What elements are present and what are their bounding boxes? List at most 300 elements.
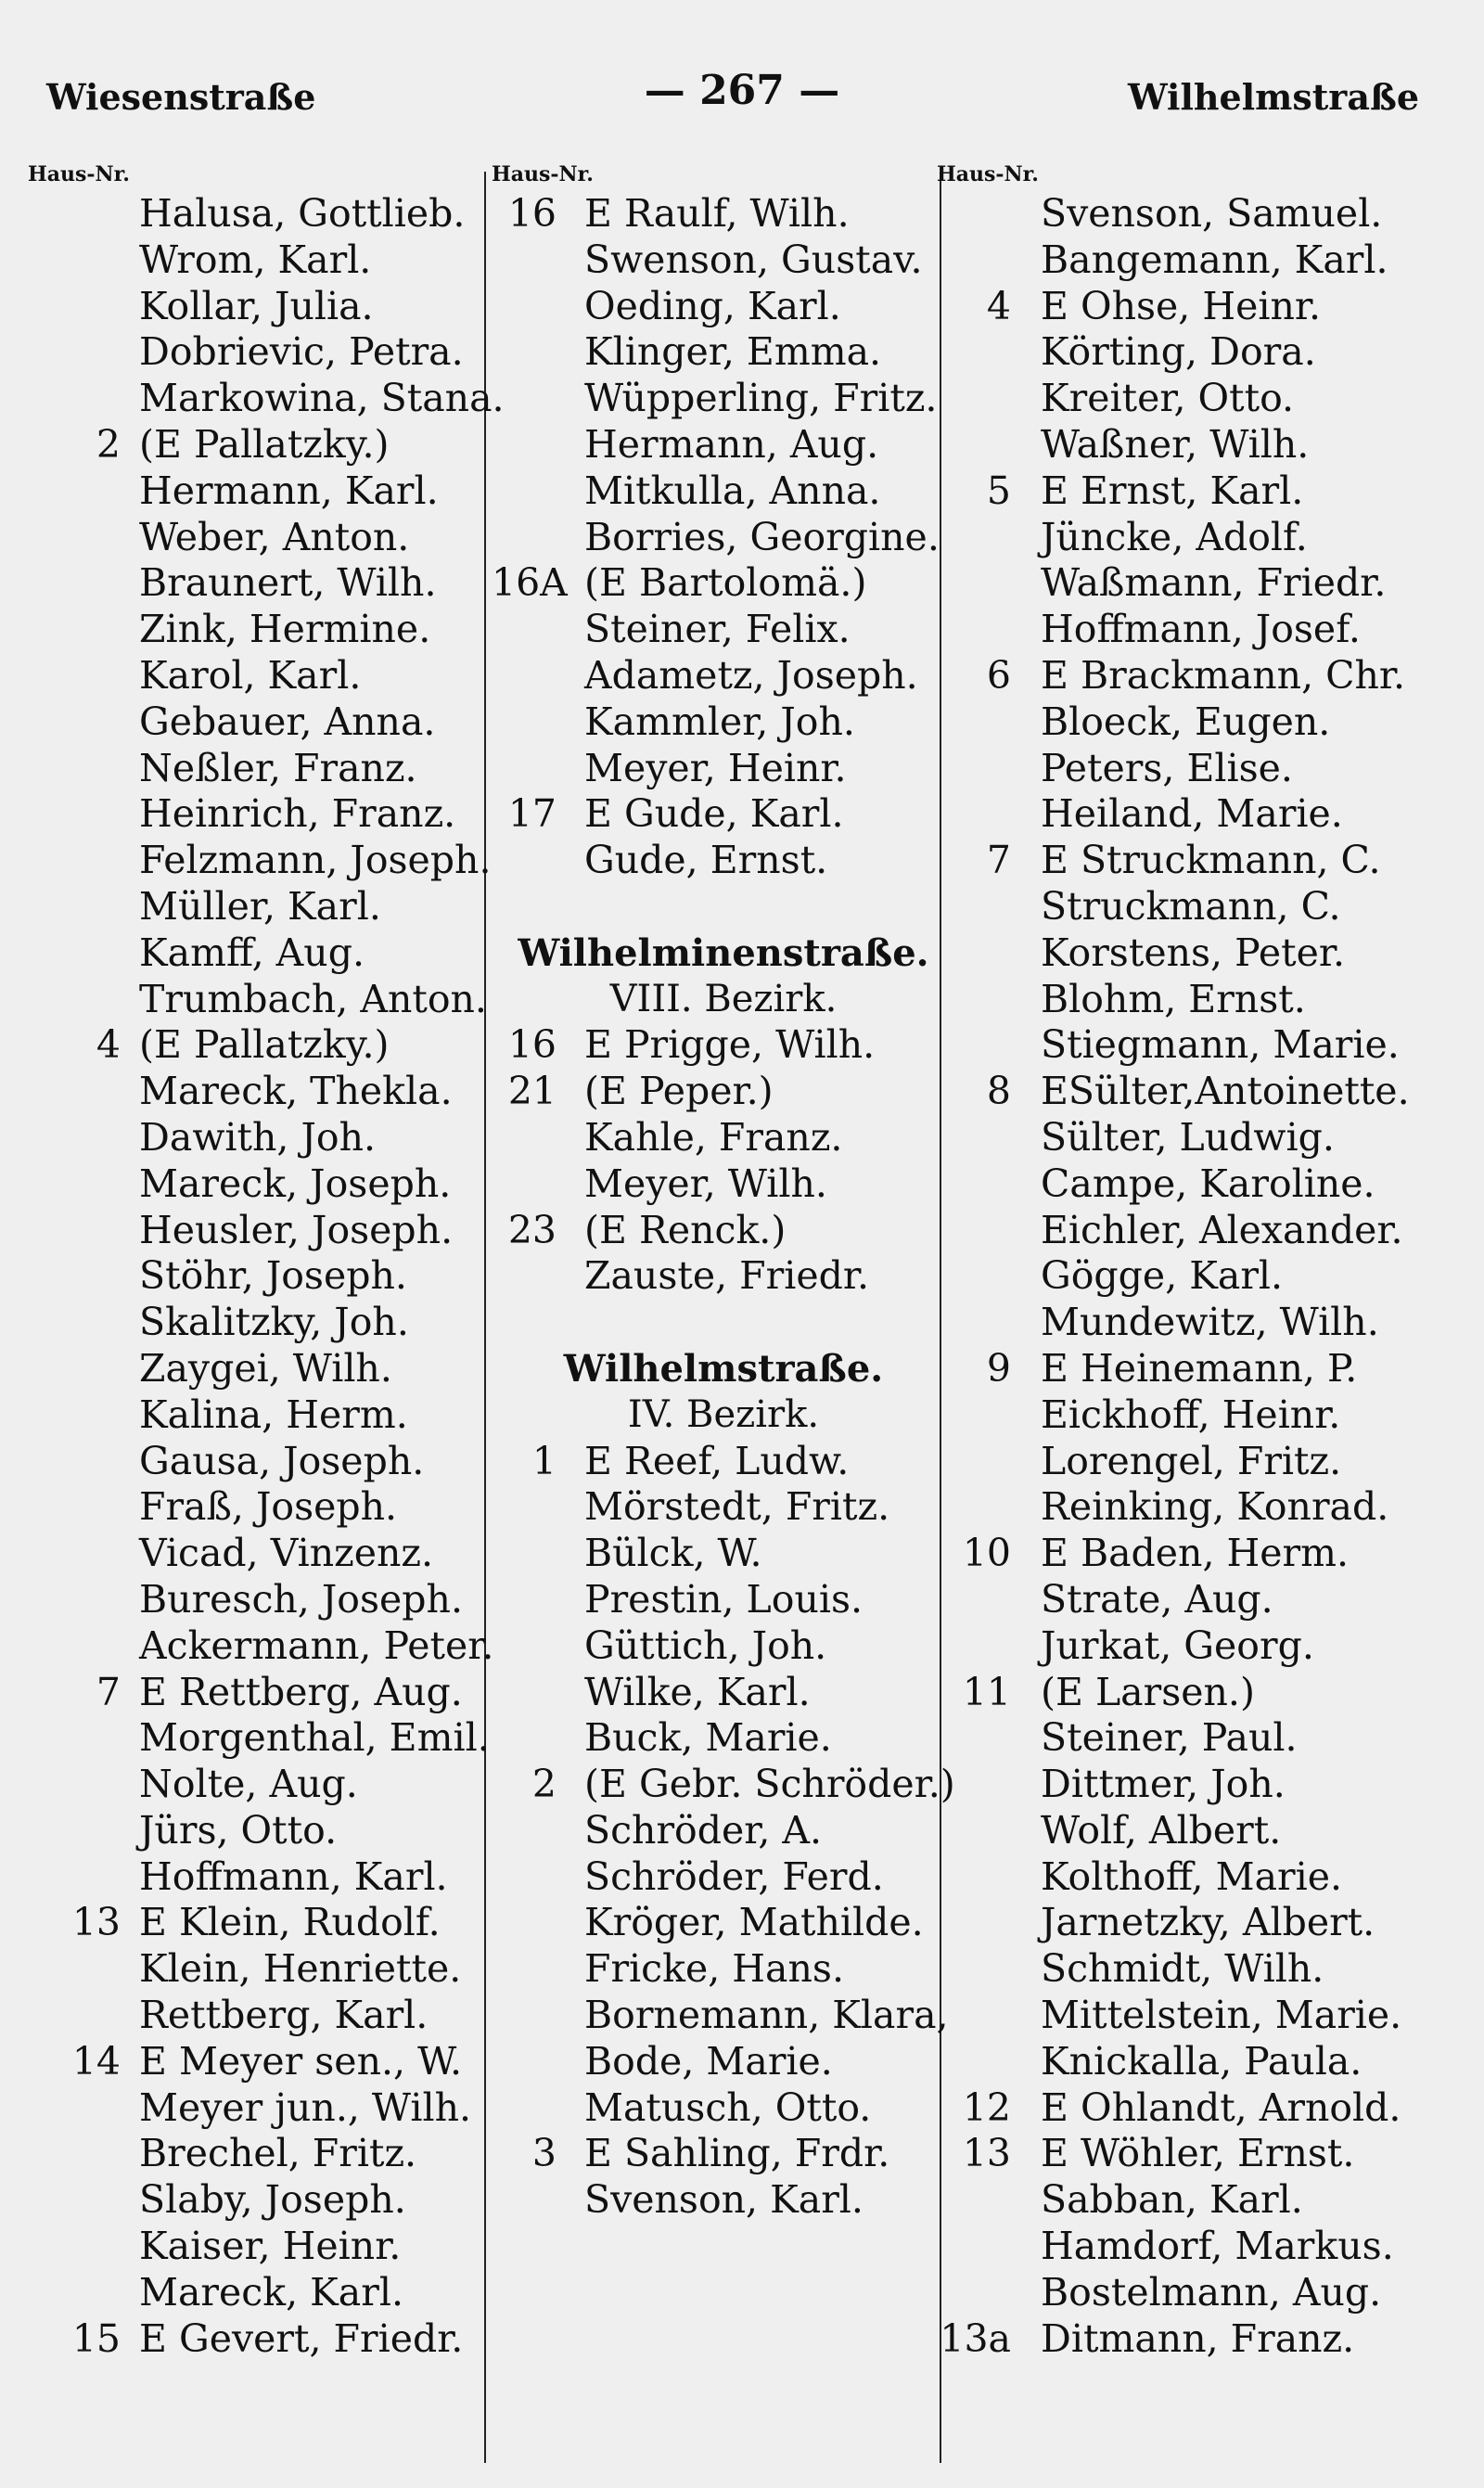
resident-name: E Sahling, Frdr. bbox=[584, 2131, 890, 2176]
directory-entry bbox=[937, 607, 1456, 653]
directory-entry bbox=[937, 1900, 1456, 1946]
resident-name: Kahle, Franz. bbox=[584, 1114, 843, 1160]
resident-name: Jüncke, Adolf. bbox=[1041, 514, 1308, 559]
resident-name: E Klein, Rudolf. bbox=[139, 1900, 441, 1945]
directory-entry bbox=[492, 191, 955, 237]
directory-entry bbox=[937, 746, 1456, 792]
resident-name: Bangemann, Karl. bbox=[1041, 237, 1388, 282]
directory-entry bbox=[937, 1577, 1456, 1623]
directory-entry bbox=[28, 1808, 505, 1854]
directory-entry bbox=[937, 1069, 1456, 1115]
resident-name: Kammler, Joh. bbox=[584, 699, 855, 744]
house-number: 9 bbox=[986, 1345, 1011, 1391]
resident-name: Hermann, Aug. bbox=[584, 421, 879, 467]
directory-entry bbox=[28, 884, 505, 930]
resident-name: Strate, Aug. bbox=[1041, 1576, 1273, 1622]
house-number: 11 bbox=[962, 1669, 1011, 1714]
house-number: 8 bbox=[986, 1069, 1011, 1114]
resident-name: Brechel, Fritz. bbox=[139, 2131, 417, 2176]
directory-entry bbox=[492, 1715, 955, 1762]
directory-entry bbox=[492, 1161, 955, 1208]
directory-entry bbox=[492, 1854, 955, 1901]
resident-name: Waßmann, Friedr. bbox=[1041, 560, 1387, 606]
directory-entry bbox=[937, 791, 1456, 838]
house-number: 17 bbox=[507, 791, 556, 837]
house-number: 21 bbox=[507, 1069, 556, 1114]
directory-entry bbox=[937, 237, 1456, 284]
resident-name: Buck, Marie. bbox=[584, 1715, 832, 1761]
directory-entry bbox=[937, 515, 1456, 561]
resident-name: Jarnetzky, Albert. bbox=[1041, 1900, 1375, 1945]
directory-entry bbox=[28, 1208, 505, 1254]
street-heading: Wilhelminenstraße. bbox=[518, 930, 929, 975]
resident-name: Zink, Hermine. bbox=[139, 607, 431, 652]
resident-name: Schröder, A. bbox=[584, 1807, 823, 1853]
directory-entry bbox=[492, 1900, 955, 1946]
directory-entry bbox=[937, 2177, 1456, 2224]
resident-name: Dawith, Joh. bbox=[139, 1114, 377, 1160]
resident-name: Skalitzky, Joh. bbox=[139, 1300, 409, 1345]
directory-entry bbox=[937, 468, 1456, 515]
directory-entry bbox=[937, 1808, 1456, 1854]
house-number-header: Haus-Nr. bbox=[937, 162, 1039, 186]
directory-entry bbox=[28, 1069, 505, 1115]
directory-entry bbox=[28, 746, 505, 792]
resident-name: Ackermann, Peter. bbox=[139, 1622, 494, 1668]
column-2 bbox=[492, 158, 955, 2468]
directory-entry bbox=[492, 2177, 955, 2224]
directory-entry bbox=[28, 560, 505, 607]
house-number: 16 bbox=[507, 1022, 556, 1068]
resident-name: (E Renck.) bbox=[584, 1207, 787, 1252]
directory-entry bbox=[28, 284, 505, 330]
resident-name: Kröger, Mathilde. bbox=[584, 1900, 924, 1945]
directory-entry bbox=[937, 838, 1456, 884]
resident-name: Felzmann, Joseph. bbox=[139, 838, 492, 883]
directory-entry bbox=[937, 1439, 1456, 1485]
resident-name: Schmidt, Wilh. bbox=[1041, 1946, 1324, 1992]
directory-entry bbox=[28, 1531, 505, 1577]
resident-name: Karol, Karl. bbox=[139, 652, 362, 698]
resident-name: Buresch, Joseph. bbox=[139, 1576, 463, 1622]
house-number: 4 bbox=[96, 1022, 121, 1068]
directory-entry bbox=[28, 2085, 505, 2132]
directory-entry bbox=[28, 653, 505, 699]
resident-name: Korstens, Peter. bbox=[1041, 930, 1345, 975]
resident-name: Hoffmann, Karl. bbox=[139, 1853, 448, 1899]
resident-name: (E Pallatzky.) bbox=[139, 421, 390, 467]
resident-name: Meyer, Heinr. bbox=[584, 745, 847, 790]
directory-entry bbox=[492, 284, 955, 330]
resident-name: Gude, Ernst. bbox=[584, 838, 828, 883]
directory-entry bbox=[492, 1670, 955, 1716]
resident-name: Borries, Georgine. bbox=[584, 514, 940, 559]
resident-name: Heiland, Marie. bbox=[1041, 791, 1343, 837]
resident-name: Sabban, Karl. bbox=[1041, 2177, 1303, 2223]
resident-name: Peters, Elise. bbox=[1041, 745, 1293, 790]
resident-name: Wolf, Albert. bbox=[1041, 1807, 1282, 1853]
house-number-header: Haus-Nr. bbox=[28, 162, 130, 186]
directory-entry bbox=[492, 1208, 955, 1254]
directory-entry bbox=[28, 1115, 505, 1161]
directory-entry bbox=[28, 2039, 505, 2085]
directory-entry bbox=[492, 1808, 955, 1854]
resident-name: Braunert, Wilh. bbox=[139, 560, 437, 606]
directory-entry bbox=[28, 838, 505, 884]
directory-entry bbox=[492, 1993, 955, 2039]
resident-name: Mareck, Thekla. bbox=[139, 1069, 453, 1114]
directory-entry bbox=[28, 977, 505, 1023]
directory-entry bbox=[937, 1022, 1456, 1069]
resident-name: (E Bartolomä.) bbox=[584, 560, 867, 606]
district-label: IV. Bezirk. bbox=[627, 1392, 820, 1436]
resident-name: Kamff, Aug. bbox=[139, 930, 365, 975]
directory-entry bbox=[492, 1577, 955, 1623]
directory-entry bbox=[28, 2316, 505, 2363]
resident-name: E Wöhler, Ernst. bbox=[1041, 2131, 1355, 2176]
house-number: 12 bbox=[962, 2084, 1011, 2130]
resident-name: Mörstedt, Fritz. bbox=[584, 1484, 890, 1530]
house-number: 4 bbox=[986, 283, 1011, 328]
directory-entry bbox=[492, 607, 955, 653]
resident-name: Bode, Marie. bbox=[584, 2038, 833, 2084]
resident-name: Campe, Karoline. bbox=[1041, 1161, 1375, 1206]
directory-entry bbox=[937, 191, 1456, 237]
resident-name: (E Gebr. Schröder.) bbox=[584, 1762, 955, 1807]
resident-name: Körting, Dora. bbox=[1041, 329, 1316, 375]
directory-entry bbox=[28, 1900, 505, 1946]
directory-entry bbox=[937, 1253, 1456, 1300]
column-3 bbox=[937, 158, 1456, 2468]
directory-entry bbox=[937, 1115, 1456, 1161]
directory-entry bbox=[28, 1623, 505, 1670]
resident-name: Dittmer, Joh. bbox=[1041, 1762, 1286, 1807]
resident-name: Stöhr, Joseph. bbox=[139, 1253, 407, 1299]
column-1 bbox=[28, 158, 505, 2468]
resident-name: Reinking, Konrad. bbox=[1041, 1484, 1389, 1530]
resident-name: E Brackmann, Chr. bbox=[1041, 652, 1406, 698]
resident-name: Trumbach, Anton. bbox=[139, 976, 487, 1021]
resident-name: Zauste, Friedr. bbox=[584, 1253, 869, 1299]
resident-name: Struckmann, C. bbox=[1041, 883, 1341, 929]
resident-name: Kaiser, Heinr. bbox=[139, 2224, 402, 2269]
directory-entry bbox=[492, 376, 955, 422]
resident-name: Oeding, Karl. bbox=[584, 283, 841, 328]
directory-entry bbox=[28, 2177, 505, 2224]
resident-name: Zaygei, Wilh. bbox=[139, 1345, 392, 1391]
resident-name: Meyer, Wilh. bbox=[584, 1161, 827, 1206]
house-number: 15 bbox=[71, 2315, 121, 2361]
resident-name: Dobrievic, Petra. bbox=[139, 329, 464, 375]
directory-entry bbox=[937, 1161, 1456, 1208]
resident-name: Steiner, Paul. bbox=[1041, 1715, 1298, 1761]
resident-name: Weber, Anton. bbox=[139, 514, 410, 559]
house-number: 3 bbox=[531, 2131, 556, 2176]
resident-name: Stiegmann, Marie. bbox=[1041, 1022, 1400, 1068]
directory-entry bbox=[492, 1022, 955, 1069]
resident-name: Hoffmann, Josef. bbox=[1041, 607, 1361, 652]
directory-entry bbox=[492, 791, 955, 838]
resident-name: Müller, Karl. bbox=[139, 883, 381, 929]
resident-name: Klinger, Emma. bbox=[584, 329, 882, 375]
resident-name: E Ohse, Heinr. bbox=[1041, 283, 1322, 328]
directory-entry bbox=[492, 560, 955, 607]
resident-name: Hermann, Karl. bbox=[139, 468, 439, 513]
running-head-left: Wiesenstraße bbox=[46, 76, 316, 118]
directory-entry bbox=[28, 468, 505, 515]
resident-name: Slaby, Joseph. bbox=[139, 2177, 406, 2223]
resident-name: Hamdorf, Markus. bbox=[1041, 2224, 1394, 2269]
directory-entry bbox=[937, 1208, 1456, 1254]
house-number: 10 bbox=[962, 1531, 1011, 1576]
resident-name: Fraß, Joseph. bbox=[139, 1484, 398, 1530]
house-number: 5 bbox=[986, 468, 1011, 513]
resident-name: Mareck, Karl. bbox=[139, 2269, 403, 2315]
resident-name: Matusch, Otto. bbox=[584, 2084, 872, 2130]
resident-name: Prestin, Louis. bbox=[584, 1576, 864, 1622]
directory-entry bbox=[492, 699, 955, 746]
resident-name: Swenson, Gustav. bbox=[584, 237, 923, 282]
resident-name: Svenson, Karl. bbox=[584, 2177, 864, 2223]
directory-entry bbox=[937, 884, 1456, 930]
directory-entry bbox=[492, 1946, 955, 1993]
directory-entry bbox=[937, 376, 1456, 422]
resident-name: Knickalla, Paula. bbox=[1041, 2038, 1362, 2084]
directory-entry bbox=[28, 791, 505, 838]
directory-entry bbox=[28, 1993, 505, 2039]
resident-name: Klein, Henriette. bbox=[139, 1946, 462, 1992]
resident-name: Meyer jun., Wilh. bbox=[139, 2084, 472, 2130]
resident-name: E Reef, Ludw. bbox=[584, 1438, 850, 1483]
resident-name: E Gude, Karl. bbox=[584, 791, 844, 837]
resident-name: E Meyer sen., W. bbox=[139, 2038, 463, 2084]
directory-entry bbox=[937, 2270, 1456, 2316]
directory-entry bbox=[28, 1253, 505, 1300]
house-number-header: Haus-Nr. bbox=[492, 162, 594, 186]
directory-entry bbox=[937, 653, 1456, 699]
directory-entry bbox=[937, 2131, 1456, 2177]
directory-entry bbox=[28, 1577, 505, 1623]
directory-entry bbox=[28, 607, 505, 653]
resident-name: Kolthoff, Marie. bbox=[1041, 1853, 1343, 1899]
directory-entry bbox=[28, 1161, 505, 1208]
resident-name: Mitkulla, Anna. bbox=[584, 468, 881, 513]
house-number: 2 bbox=[531, 1762, 556, 1807]
resident-name: Vicad, Vinzenz. bbox=[139, 1531, 434, 1576]
directory-entry bbox=[492, 1762, 955, 1808]
directory-entry bbox=[28, 237, 505, 284]
resident-name: (E Peper.) bbox=[584, 1069, 774, 1114]
directory-entry bbox=[28, 1484, 505, 1531]
resident-name: Steiner, Felix. bbox=[584, 607, 851, 652]
directory-entry bbox=[28, 1854, 505, 1901]
directory-entry bbox=[492, 515, 955, 561]
resident-name: Gausa, Joseph. bbox=[139, 1438, 425, 1483]
directory-entry bbox=[492, 1115, 955, 1161]
directory-entry bbox=[937, 2085, 1456, 2132]
district-label: VIII. Bezirk. bbox=[609, 977, 838, 1020]
resident-name: Eickhoff, Heinr. bbox=[1041, 1391, 1341, 1437]
directory-entry bbox=[28, 930, 505, 977]
directory-entry bbox=[492, 2039, 955, 2085]
resident-name: E Raulf, Wilh. bbox=[584, 191, 850, 236]
resident-name: Morgenthal, Emil. bbox=[139, 1715, 490, 1761]
house-number: 14 bbox=[71, 2038, 121, 2084]
directory-entry bbox=[28, 2270, 505, 2316]
directory-entry bbox=[28, 329, 505, 376]
resident-name: Schröder, Ferd. bbox=[584, 1853, 884, 1899]
directory-entry bbox=[937, 1946, 1456, 1993]
directory-entry bbox=[937, 1484, 1456, 1531]
directory-entry bbox=[937, 1854, 1456, 1901]
resident-name: Kollar, Julia. bbox=[139, 283, 374, 328]
directory-entry bbox=[937, 699, 1456, 746]
resident-name: ESülter,Antoinette. bbox=[1041, 1069, 1410, 1114]
resident-name: E Ohlandt, Arnold. bbox=[1041, 2084, 1401, 2130]
resident-name: Nolte, Aug. bbox=[139, 1762, 358, 1807]
resident-name: E Prigge, Wilh. bbox=[584, 1022, 876, 1068]
resident-name: Wilke, Karl. bbox=[584, 1669, 811, 1714]
directory-entry bbox=[937, 2316, 1456, 2363]
resident-name: E Ernst, Karl. bbox=[1041, 468, 1304, 513]
resident-name: Neßler, Franz. bbox=[139, 745, 417, 790]
resident-name: Heinrich, Franz. bbox=[139, 791, 456, 837]
directory-entry bbox=[28, 2224, 505, 2270]
directory-entry bbox=[492, 1253, 955, 1300]
resident-name: Gebauer, Anna. bbox=[139, 699, 436, 744]
resident-name: Gögge, Karl. bbox=[1041, 1253, 1284, 1299]
resident-name: Halusa, Gottlieb. bbox=[139, 191, 466, 236]
directory-entry bbox=[937, 1346, 1456, 1392]
resident-name: Mittelstein, Marie. bbox=[1041, 1993, 1402, 2038]
house-number: 13a bbox=[940, 2315, 1011, 2361]
resident-name: Rettberg, Karl. bbox=[139, 1993, 429, 2038]
resident-name: (E Larsen.) bbox=[1041, 1669, 1255, 1714]
resident-name: Markowina, Stana. bbox=[139, 376, 505, 421]
resident-name: Blohm, Ernst. bbox=[1041, 976, 1306, 1021]
house-number: 2 bbox=[96, 421, 121, 467]
spacer bbox=[492, 1300, 955, 1346]
directory-entry bbox=[937, 930, 1456, 977]
resident-name: Mundewitz, Wilh. bbox=[1041, 1300, 1379, 1345]
directory-entry bbox=[937, 284, 1456, 330]
directory-entry bbox=[492, 746, 955, 792]
directory-entry bbox=[28, 1715, 505, 1762]
directory-entry bbox=[28, 2131, 505, 2177]
directory-entry bbox=[937, 1670, 1456, 1716]
resident-name: Waßner, Wilh. bbox=[1041, 421, 1310, 467]
directory-entry bbox=[492, 1069, 955, 1115]
directory-entry bbox=[28, 422, 505, 468]
directory-entry bbox=[28, 1439, 505, 1485]
directory-entry bbox=[28, 1392, 505, 1439]
resident-name: Fricke, Hans. bbox=[584, 1946, 844, 1992]
street-heading: Wilhelmstraße. bbox=[563, 1346, 884, 1391]
running-head-right: Wilhelmstraße bbox=[1128, 76, 1419, 118]
house-number: 16A bbox=[492, 560, 568, 606]
resident-name: Güttich, Joh. bbox=[584, 1622, 827, 1668]
house-number: 13 bbox=[71, 1900, 121, 1945]
directory-entry bbox=[937, 1715, 1456, 1762]
house-number: 13 bbox=[962, 2131, 1011, 2176]
directory-entry bbox=[937, 977, 1456, 1023]
directory-entry bbox=[28, 1670, 505, 1716]
directory-entry bbox=[937, 329, 1456, 376]
directory-entry bbox=[492, 468, 955, 515]
resident-name: Bornemann, Klara, bbox=[584, 1993, 949, 2038]
resident-name: Sülter, Ludwig. bbox=[1041, 1114, 1335, 1160]
resident-name: Mareck, Joseph. bbox=[139, 1161, 452, 1206]
directory-entry bbox=[937, 2039, 1456, 2085]
page-number: — 267 — bbox=[644, 67, 840, 114]
resident-name: Bloeck, Eugen. bbox=[1041, 699, 1331, 744]
directory-entry bbox=[28, 1022, 505, 1069]
house-number: 7 bbox=[96, 1669, 121, 1714]
directory-entry bbox=[28, 376, 505, 422]
directory-entry bbox=[937, 422, 1456, 468]
resident-name: E Struckmann, C. bbox=[1041, 838, 1381, 883]
directory-entry bbox=[937, 560, 1456, 607]
directory-entry bbox=[28, 1300, 505, 1346]
resident-name: Kalina, Herm. bbox=[139, 1391, 408, 1437]
directory-entry bbox=[28, 1762, 505, 1808]
directory-entry bbox=[492, 1484, 955, 1531]
resident-name: Lorengel, Fritz. bbox=[1041, 1438, 1342, 1483]
directory-entry bbox=[28, 191, 505, 237]
directory-entry bbox=[937, 1300, 1456, 1346]
resident-name: E Baden, Herm. bbox=[1041, 1531, 1350, 1576]
directory-entry bbox=[28, 1346, 505, 1392]
directory-entry bbox=[937, 1531, 1456, 1577]
directory-entry bbox=[492, 422, 955, 468]
directory-entry bbox=[937, 1762, 1456, 1808]
house-number: 23 bbox=[507, 1207, 556, 1252]
directory-entry bbox=[492, 2085, 955, 2132]
resident-name: Bostelmann, Aug. bbox=[1041, 2269, 1382, 2315]
directory-entry bbox=[28, 699, 505, 746]
resident-name: Adametz, Joseph. bbox=[584, 652, 918, 698]
resident-name: Svenson, Samuel. bbox=[1041, 191, 1383, 236]
directory-entry bbox=[492, 1439, 955, 1485]
directory-entry bbox=[492, 653, 955, 699]
directory-entry bbox=[492, 329, 955, 376]
resident-name: E Rettberg, Aug. bbox=[139, 1669, 463, 1714]
resident-name: Bülck, W. bbox=[584, 1531, 762, 1576]
directory-entry bbox=[937, 1993, 1456, 2039]
directory-entry bbox=[492, 838, 955, 884]
spacer bbox=[492, 884, 955, 930]
directory-entry bbox=[937, 1623, 1456, 1670]
resident-name: Eichler, Alexander. bbox=[1041, 1207, 1403, 1252]
resident-name: Wüpperling, Fritz. bbox=[584, 376, 938, 421]
house-number: 6 bbox=[986, 652, 1011, 698]
directory-entry bbox=[492, 2131, 955, 2177]
directory-entry bbox=[937, 1392, 1456, 1439]
resident-name: E Gevert, Friedr. bbox=[139, 2315, 464, 2361]
house-number: 16 bbox=[507, 191, 556, 236]
resident-name: Heusler, Joseph. bbox=[139, 1207, 454, 1252]
house-number: 7 bbox=[986, 838, 1011, 883]
directory-entry bbox=[492, 1531, 955, 1577]
directory-entry bbox=[28, 515, 505, 561]
house-number: 1 bbox=[531, 1438, 556, 1483]
resident-name: (E Pallatzky.) bbox=[139, 1022, 390, 1068]
resident-name: Ditmann, Franz. bbox=[1041, 2315, 1355, 2361]
resident-name: Jurkat, Georg. bbox=[1041, 1622, 1314, 1668]
resident-name: Wrom, Karl. bbox=[139, 237, 372, 282]
directory-entry bbox=[492, 1623, 955, 1670]
resident-name: Kreiter, Otto. bbox=[1041, 376, 1295, 421]
